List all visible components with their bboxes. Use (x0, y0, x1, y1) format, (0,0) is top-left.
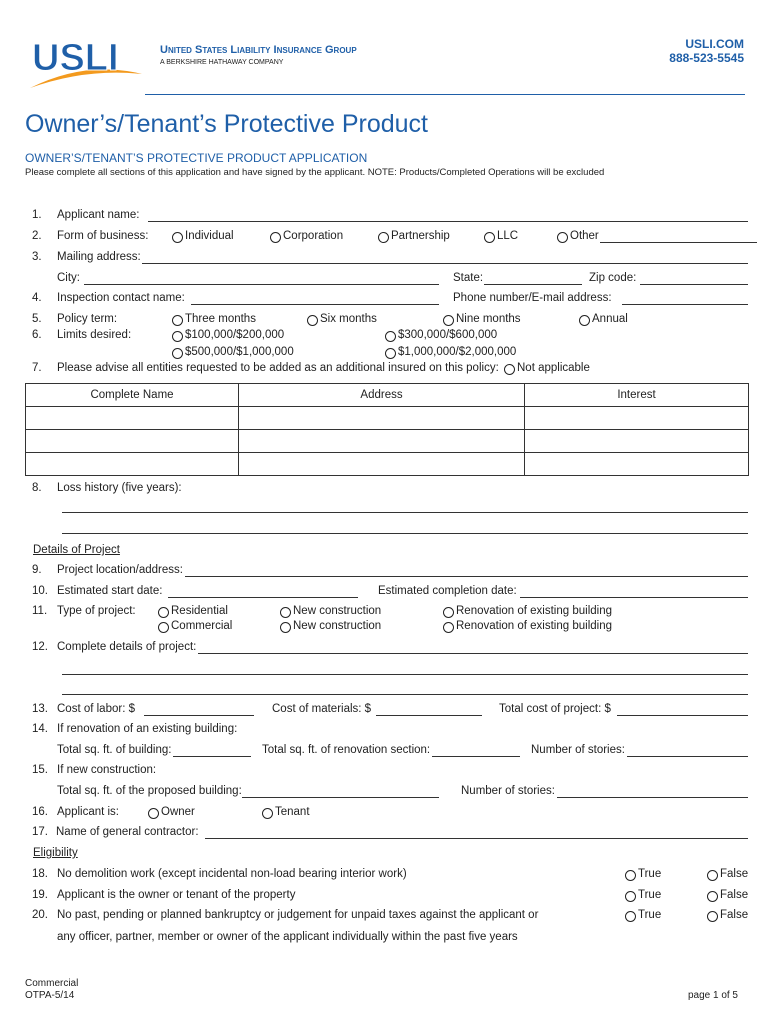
radio-corporation[interactable] (270, 232, 281, 243)
state-field[interactable] (484, 284, 582, 285)
q14-label: If renovation of an existing building: (57, 723, 238, 735)
start-date-field[interactable] (168, 597, 358, 598)
radio-partnership[interactable] (378, 232, 389, 243)
q4-number: 4. (32, 292, 42, 304)
q20-label: No past, pending or planned bankruptcy or judgement for unpaid taxes against the applicant or (57, 909, 539, 921)
materials-cost-field[interactable] (376, 715, 482, 716)
radio-new-construction-1[interactable] (280, 607, 291, 618)
radio-limit-1m[interactable] (385, 348, 396, 359)
mailing-address-field[interactable] (142, 263, 748, 264)
svg-text:USLI: USLI (32, 37, 119, 79)
q5-number: 5. (32, 313, 42, 325)
q20-number: 20. (32, 909, 48, 921)
radio-annual[interactable] (579, 315, 590, 326)
q19-true-label: True (638, 889, 662, 901)
page-title: Owner’s/Tenant’s Protective Product (25, 110, 428, 138)
labor-cost-field[interactable] (144, 715, 254, 716)
table-cell[interactable] (239, 430, 525, 453)
radio-six-months[interactable] (307, 315, 318, 326)
q10-label: Estimated start date: (57, 585, 163, 597)
q7-label: Please advise all entities requested to be added as an additional insured on this policy: (57, 362, 499, 374)
additional-insured-table (25, 383, 749, 476)
radio-q20-false[interactable] (707, 911, 718, 922)
table-row (26, 407, 749, 430)
option-llc: LLC (497, 230, 519, 242)
total-cost-label: Total cost of project: $ (499, 703, 611, 715)
details-heading: Details of Project (33, 544, 120, 556)
radio-q20-true[interactable] (625, 911, 636, 922)
option-individual: Individual (185, 230, 234, 242)
option-owner: Owner (161, 806, 195, 818)
radio-individual[interactable] (172, 232, 183, 243)
table-cell[interactable] (239, 407, 525, 430)
radio-residential[interactable] (158, 607, 169, 618)
q8-label: Loss history (five years): (57, 482, 182, 494)
option-new-construction-2: New construction (293, 620, 382, 632)
usli-logo (26, 30, 144, 92)
q6-number: 6. (32, 329, 42, 341)
new-stories-label: Number of stories: (461, 785, 555, 797)
radio-limit-500k[interactable] (172, 348, 183, 359)
q10-number: 10. (32, 585, 48, 597)
project-location-field[interactable] (185, 576, 748, 577)
website[interactable]: USLI.COM (685, 37, 744, 51)
table-cell[interactable] (26, 453, 239, 476)
option-six-months: Six months (320, 313, 377, 325)
option-residential: Residential (171, 605, 228, 617)
contact-phone-label: Phone number/E-mail address: (453, 292, 612, 304)
q12-label: Complete details of project: (57, 641, 197, 653)
q11-number: 11. (32, 605, 48, 617)
option-renovation-1: Renovation of existing building (456, 605, 612, 617)
radio-nine-months[interactable] (443, 315, 454, 326)
reno-sqft-field[interactable] (432, 756, 520, 757)
q8-number: 8. (32, 482, 42, 494)
radio-new-construction-2[interactable] (280, 622, 291, 633)
materials-cost-label: Cost of materials: $ (272, 703, 372, 715)
option-limit-100k: $100,000/$200,000 (185, 329, 285, 341)
loss-history-line-1[interactable] (62, 512, 748, 513)
general-contractor-field[interactable] (205, 838, 748, 839)
city-label: City: (57, 272, 80, 284)
radio-tenant[interactable] (262, 808, 273, 819)
company-subtitle: A BERKSHIRE HATHAWAY COMPANY (160, 59, 284, 66)
q16-label: Applicant is: (57, 806, 120, 818)
labor-cost-label: Cost of labor: $ (57, 703, 135, 715)
footer-form-code: OTPA-5/14 (25, 990, 75, 1001)
radio-limit-300k[interactable] (385, 331, 396, 342)
option-three-months: Three months (185, 313, 256, 325)
option-tenant: Tenant (275, 806, 310, 818)
q1-number: 1. (32, 209, 42, 221)
col-interest: Interest (525, 384, 749, 407)
phone-number: 888-523-5545 (669, 51, 744, 65)
radio-commercial[interactable] (158, 622, 169, 633)
proposed-sqft-label: Total sq. ft. of the proposed building: (57, 785, 242, 797)
radio-owner[interactable] (148, 808, 159, 819)
option-limit-1m: $1,000,000/$2,000,000 (398, 346, 517, 358)
q3-label: Mailing address: (57, 251, 141, 263)
q18-number: 18. (32, 868, 48, 880)
option-limit-500k: $500,000/$1,000,000 (185, 346, 294, 358)
form-instructions: Please complete all sections of this application and have signed by the applicant. NOTE: Products/Completed Operations will be excluded (25, 167, 605, 178)
table-cell[interactable] (525, 407, 749, 430)
completion-date-label: Estimated completion date: (378, 585, 517, 597)
company-name: United States Liability Insurance Group (160, 44, 357, 56)
new-stories-field[interactable] (557, 797, 748, 798)
other-field[interactable] (600, 242, 757, 243)
radio-llc[interactable] (484, 232, 495, 243)
q15-label: If new construction: (57, 764, 157, 776)
table-cell[interactable] (525, 430, 749, 453)
q16-number: 16. (32, 806, 48, 818)
reno-stories-field[interactable] (627, 756, 748, 757)
q6-label: Limits desired: (57, 329, 132, 341)
q12-number: 12. (32, 641, 48, 653)
col-address: Address (239, 384, 525, 407)
q18-label: No demolition work (except incidental non-load bearing interior work) (57, 868, 407, 880)
q15-number: 15. (32, 764, 48, 776)
table-cell[interactable] (239, 453, 525, 476)
inspection-contact-field[interactable] (191, 304, 439, 305)
state-label: State: (453, 272, 484, 284)
q20-true-label: True (638, 909, 662, 921)
city-field[interactable] (84, 284, 439, 285)
table-row (26, 453, 749, 476)
radio-other[interactable] (557, 232, 568, 243)
building-sqft-label: Total sq. ft. of building: (57, 744, 172, 756)
completion-date-field[interactable] (520, 597, 748, 598)
option-renovation-2: Renovation of existing building (456, 620, 612, 632)
q19-false-label: False (720, 889, 749, 901)
q17-number: 17. (32, 826, 48, 838)
radio-q19-false[interactable] (707, 891, 718, 902)
option-other: Other (570, 230, 599, 242)
header-rule (145, 94, 745, 95)
q19-number: 19. (32, 889, 48, 901)
project-details-line-3[interactable] (62, 694, 748, 695)
option-commercial: Commercial (171, 620, 233, 632)
option-annual: Annual (592, 313, 628, 325)
zip-label: Zip code: (589, 272, 637, 284)
q7-number: 7. (32, 362, 42, 374)
option-new-construction-1: New construction (293, 605, 382, 617)
project-details-line-1[interactable] (198, 653, 748, 654)
contact-phone-field[interactable] (622, 304, 748, 305)
q20-false-label: False (720, 909, 749, 921)
eligibility-heading: Eligibility (33, 847, 78, 859)
option-limit-300k: $300,000/$600,000 (398, 329, 498, 341)
q2-number: 2. (32, 230, 42, 242)
option-partnership: Partnership (391, 230, 450, 242)
reno-sqft-label: Total sq. ft. of renovation section: (262, 744, 431, 756)
q17-label: Name of general contractor: (56, 826, 199, 838)
form-subtitle: OWNER’S/TENANT’S PROTECTIVE PRODUCT APPLICATION (25, 151, 368, 165)
project-details-line-2[interactable] (62, 674, 748, 675)
table-cell[interactable] (26, 430, 239, 453)
q20-label-continued: any officer, partner, member or owner of the applicant individually within the past five years (57, 931, 518, 943)
q1-label: Applicant name: (57, 209, 140, 221)
radio-renovation-2[interactable] (443, 622, 454, 633)
q18-true-label: True (638, 868, 662, 880)
total-cost-field[interactable] (617, 715, 748, 716)
q19-label: Applicant is the owner or tenant of the property (57, 889, 296, 901)
radio-q18-false[interactable] (707, 870, 718, 881)
q9-label: Project location/address: (57, 564, 183, 576)
q5-label: Policy term: (57, 313, 118, 325)
zip-field[interactable] (640, 284, 748, 285)
table-cell[interactable] (26, 407, 239, 430)
table-row (26, 430, 749, 453)
q9-number: 9. (32, 564, 42, 576)
q11-label: Type of project: (57, 605, 136, 617)
radio-q18-true[interactable] (625, 870, 636, 881)
option-nine-months: Nine months (456, 313, 521, 325)
reno-stories-label: Number of stories: (531, 744, 625, 756)
radio-renovation-1[interactable] (443, 607, 454, 618)
proposed-sqft-field[interactable] (242, 797, 439, 798)
option-corporation: Corporation (283, 230, 344, 242)
table-cell[interactable] (525, 453, 749, 476)
q4-label: Inspection contact name: (57, 292, 185, 304)
page-number: page 1 of 5 (687, 990, 738, 1001)
footer-line-1: Commercial (25, 978, 79, 989)
building-sqft-field[interactable] (173, 756, 251, 757)
applicant-name-field[interactable] (148, 221, 748, 222)
q13-number: 13. (32, 703, 48, 715)
radio-limit-100k[interactable] (172, 331, 183, 342)
q18-false-label: False (720, 868, 749, 880)
q3-number: 3. (32, 251, 42, 263)
radio-three-months[interactable] (172, 315, 183, 326)
option-not-applicable: Not applicable (517, 362, 590, 374)
q14-number: 14. (32, 723, 48, 735)
q2-label: Form of business: (57, 230, 149, 242)
radio-q19-true[interactable] (625, 891, 636, 902)
loss-history-line-2[interactable] (62, 533, 748, 534)
radio-not-applicable[interactable] (504, 364, 515, 375)
col-complete-name: Complete Name (26, 384, 239, 407)
